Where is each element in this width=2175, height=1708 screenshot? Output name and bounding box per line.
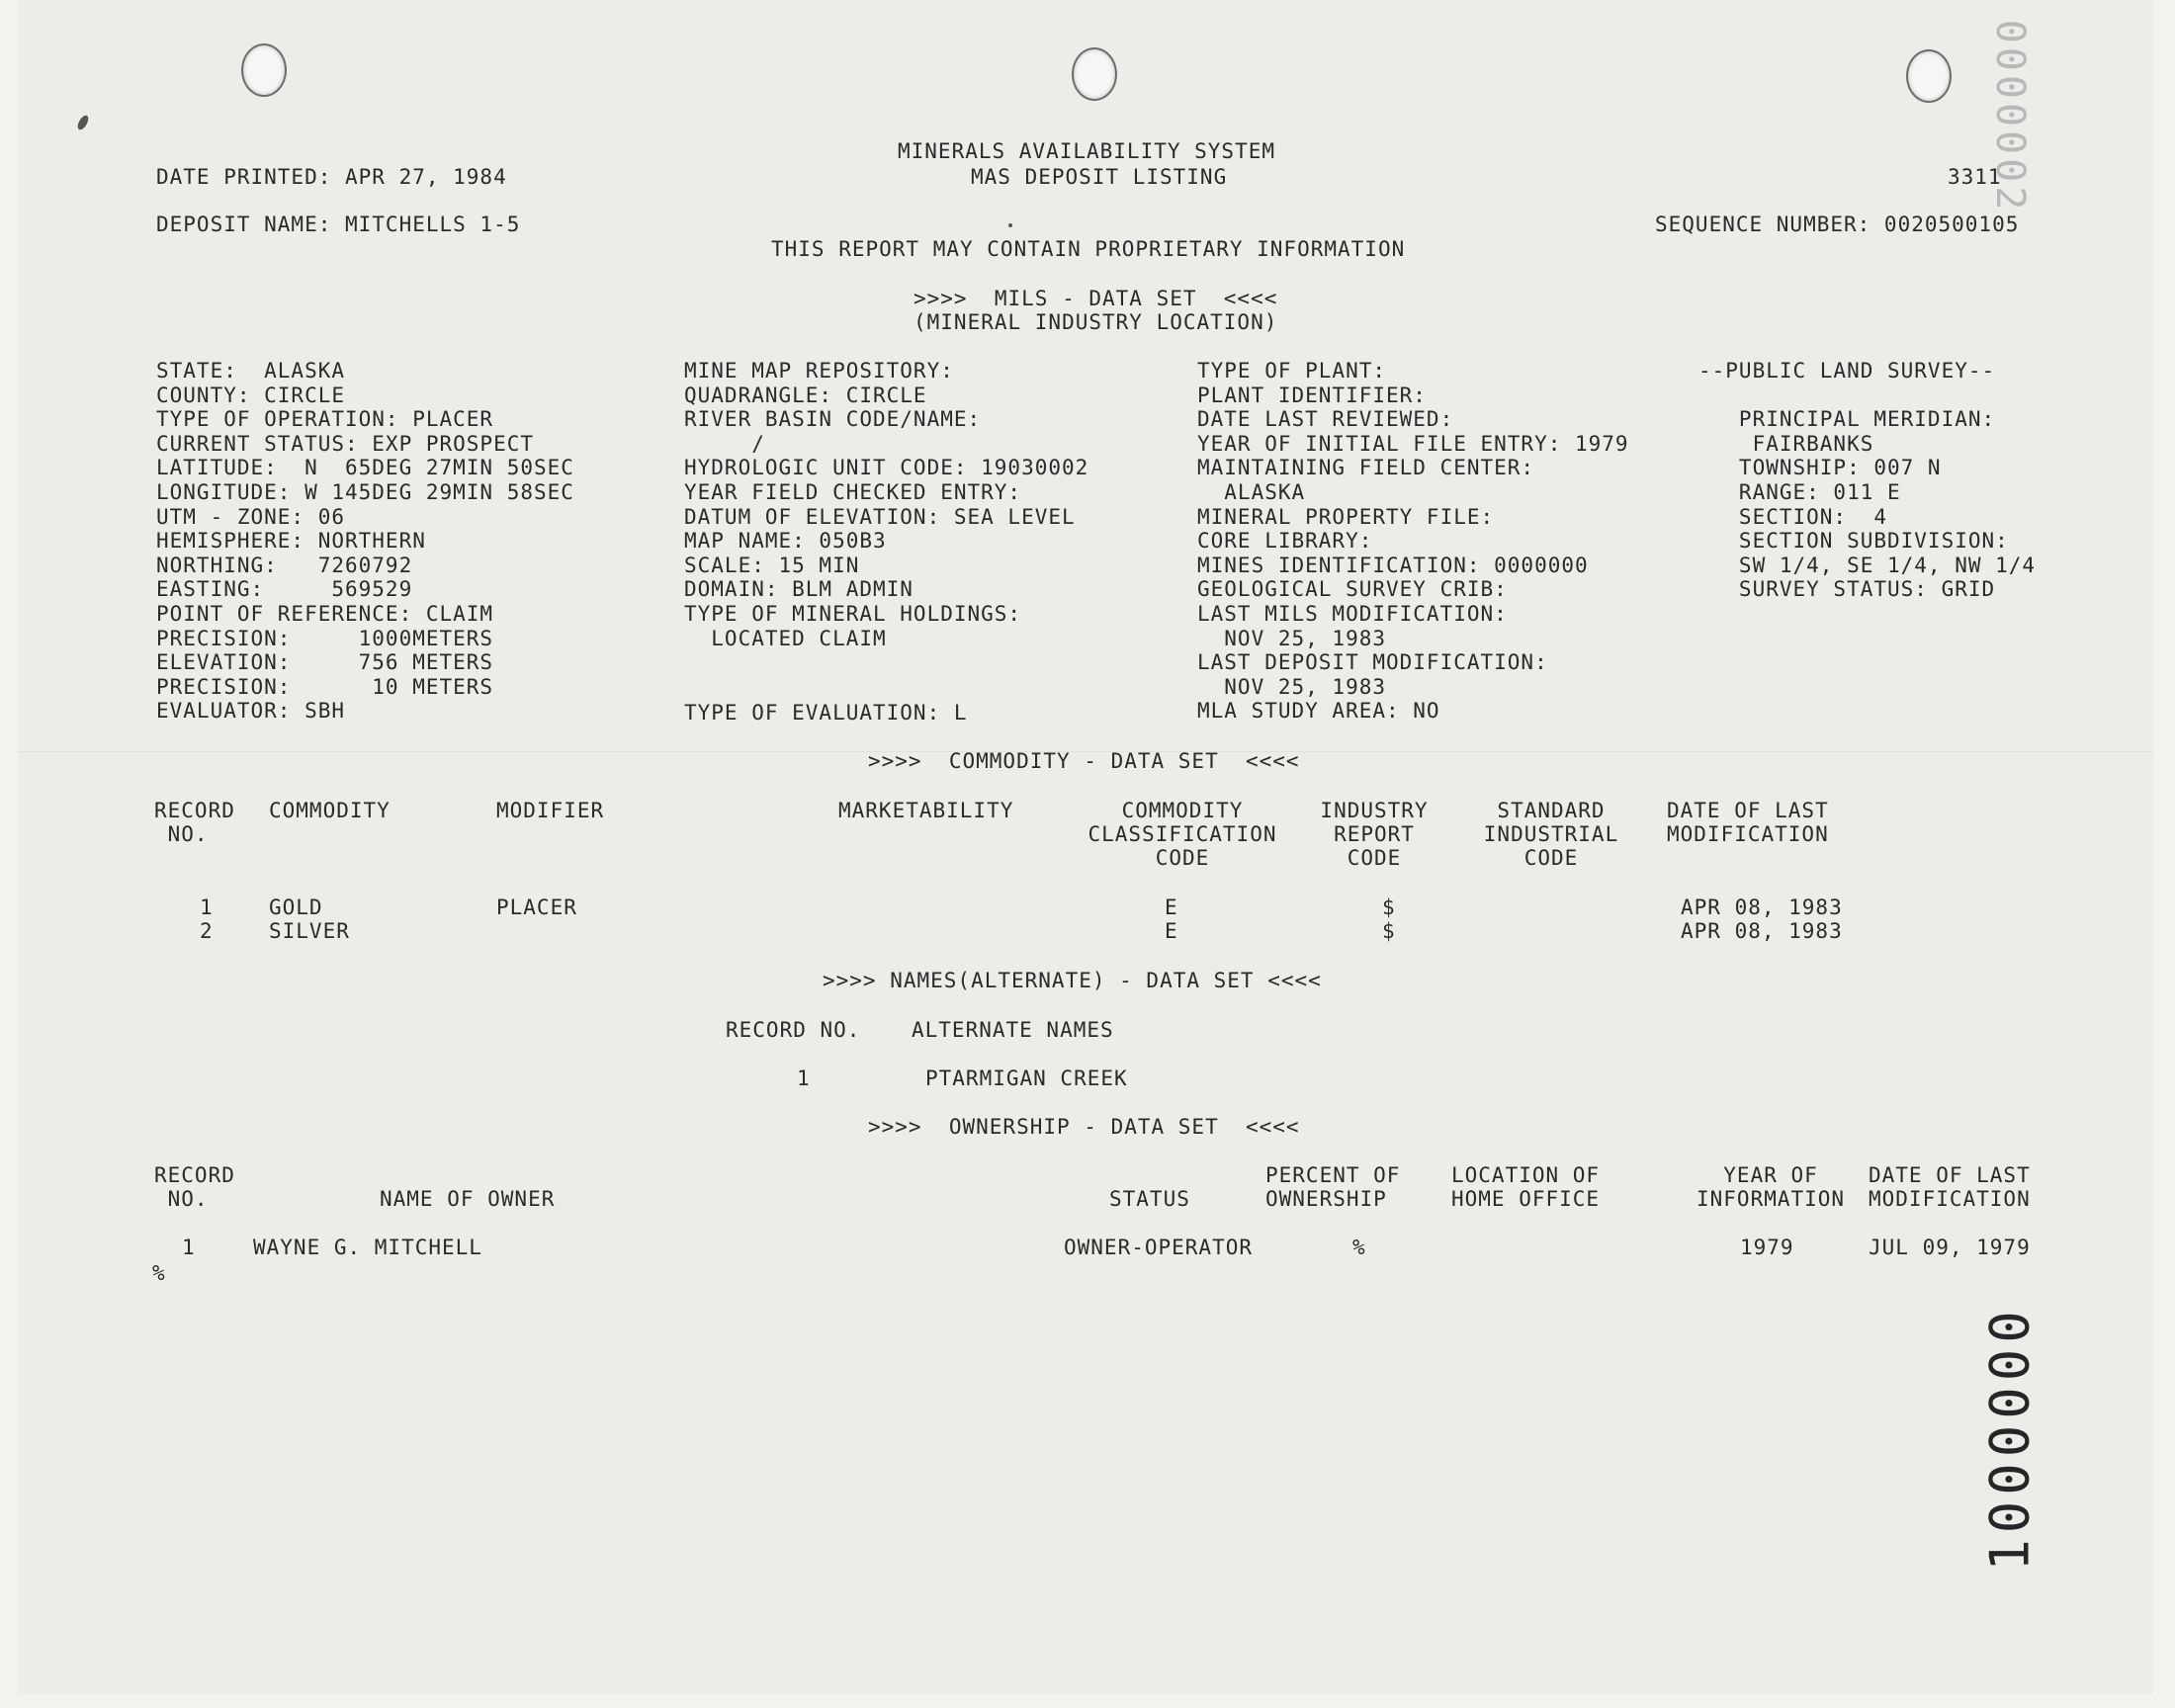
field-line: CORE LIBRARY: [1197, 529, 1373, 554]
field-line: --PUBLIC LAND SURVEY-- [1698, 359, 1996, 383]
field-line: / [684, 431, 765, 456]
field-line: MINE MAP REPOSITORY: [684, 359, 954, 383]
field-line: DATE LAST REVIEWED: [1197, 407, 1454, 432]
field-line: PRECISION: 10 METERS [156, 674, 494, 699]
commodity-col-date: DATE OF LAST MODIFICATION [1667, 799, 1829, 846]
binder-hole-left [241, 43, 287, 97]
field-line: NOV 25, 1983 [1197, 626, 1387, 650]
commodity-row-modifier: PLACER [496, 896, 577, 919]
field-line: CURRENT STATUS: EXP PROSPECT [156, 431, 535, 456]
ownership-col-record: RECORD NO. [154, 1163, 235, 1211]
field-line: ALASKA [1197, 480, 1306, 504]
field-line: EASTING: 569529 [156, 577, 413, 602]
commodity-col-industry: INDUSTRY REPORT CODE [1320, 799, 1429, 870]
date-printed: DATE PRINTED: APR 27, 1984 [156, 165, 507, 189]
field-line: NORTHING: 7260792 [156, 553, 413, 577]
names-col-record: RECORD NO. [726, 1018, 861, 1042]
speck-mark [76, 114, 91, 131]
field-line: EVALUATOR: SBH [156, 699, 346, 724]
ownership-row-no: 1 [182, 1236, 196, 1259]
ownership-col-date: DATE OF LAST MODIFICATION [1869, 1163, 2031, 1211]
field-line: FAIRBANKS [1698, 431, 1874, 456]
speck-mark [1008, 223, 1012, 227]
commodity-row-date: APR 08, 1983 [1681, 919, 1843, 943]
field-line: ELEVATION: 756 METERS [156, 650, 494, 675]
field-line: SW 1/4, SE 1/4, NW 1/4 [1698, 553, 2037, 577]
field-line: LAST MILS MODIFICATION: [1197, 602, 1508, 626]
ownership-col-year: YEAR OF INFORMATION [1696, 1163, 1846, 1211]
archive-stamp-top: 0000002 [1987, 19, 2033, 214]
field-line: LATITUDE: N 65DEG 27MIN 50SEC [156, 456, 574, 480]
commodity-row-no: 2 [200, 919, 214, 943]
field-line: QUADRANGLE: CIRCLE [684, 383, 927, 407]
commodity-col-record: RECORD NO. [154, 799, 235, 846]
field-line: PRINCIPAL MERIDIAN: [1698, 407, 1996, 432]
field-line: TYPE OF PLANT: [1197, 359, 1387, 383]
field-line: MAINTAINING FIELD CENTER: [1197, 456, 1535, 480]
field-line: TYPE OF OPERATION: PLACER [156, 407, 494, 432]
ownership-row-status: OWNER-OPERATOR [1064, 1236, 1254, 1259]
field-line: MLA STUDY AREA: NO [1197, 699, 1440, 724]
commodity-row-name: GOLD [269, 896, 323, 919]
field-line: SECTION SUBDIVISION: [1698, 529, 2009, 554]
field-line: MAP NAME: 050B3 [684, 529, 887, 554]
system-title: MINERALS AVAILABILITY SYSTEM [898, 139, 1276, 163]
field-line: HEMISPHERE: NORTHERN [156, 529, 426, 554]
page-code: 3311 [1948, 165, 2002, 189]
field-line: LOCATED CLAIM [684, 626, 887, 650]
commodity-col-classification: COMMODITY CLASSIFICATION CODE [1088, 799, 1277, 870]
commodity-row-industry-code: $ [1382, 919, 1396, 943]
field-line: GEOLOGICAL SURVEY CRIB: [1197, 577, 1508, 602]
commodity-row-class-code: E [1165, 919, 1178, 943]
field-line: LAST DEPOSIT MODIFICATION: [1197, 650, 1548, 675]
field-line: SURVEY STATUS: GRID [1698, 577, 1996, 602]
field-line: RANGE: 011 E [1698, 480, 1901, 504]
field-line: MINERAL PROPERTY FILE: [1197, 504, 1495, 529]
commodity-row-class-code: E [1165, 896, 1178, 919]
ownership-col-location: LOCATION OF HOME OFFICE [1451, 1163, 1601, 1211]
ownership-row-year: 1979 [1740, 1236, 1794, 1259]
field-line: POINT OF REFERENCE: CLAIM [156, 602, 494, 626]
ownership-heading: >>>> OWNERSHIP - DATA SET <<<< [868, 1115, 1300, 1139]
field-line: MINES IDENTIFICATION: 0000000 [1197, 553, 1589, 577]
field-line: DOMAIN: BLM ADMIN [684, 577, 914, 602]
commodity-col-standard: STANDARD INDUSTRIAL CODE [1483, 799, 1619, 870]
deposit-name: DEPOSIT NAME: MITCHELLS 1-5 [156, 213, 521, 236]
field-line: UTM - ZONE: 06 [156, 504, 346, 529]
field-line: YEAR OF INITIAL FILE ENTRY: 1979 [1197, 431, 1629, 456]
names-heading: >>>> NAMES(ALTERNATE) - DATA SET <<<< [823, 969, 1322, 992]
ownership-col-status: STATUS [1109, 1187, 1190, 1211]
archive-stamp-bottom: 1000000 [1978, 1305, 2042, 1572]
names-row-name: PTARMIGAN CREEK [925, 1067, 1128, 1090]
ownership-row-date: JUL 09, 1979 [1869, 1236, 2031, 1259]
commodity-row-date: APR 08, 1983 [1681, 896, 1843, 919]
field-line: SCALE: 15 MIN [684, 553, 860, 577]
commodity-row-no: 1 [200, 896, 214, 919]
proprietary-notice: THIS REPORT MAY CONTAIN PROPRIETARY INFORMATION [771, 237, 1406, 261]
ownership-col-percent: PERCENT OF OWNERSHIP [1265, 1163, 1401, 1211]
binder-hole-right [1906, 49, 1952, 103]
field-line: RIVER BASIN CODE/NAME: [684, 407, 982, 432]
field-line: PRECISION: 1000METERS [156, 626, 494, 650]
mils-subheading: (MINERAL INDUSTRY LOCATION) [914, 310, 1278, 334]
names-row-no: 1 [797, 1067, 811, 1090]
field-line: LONGITUDE: W 145DEG 29MIN 58SEC [156, 480, 574, 504]
field-line: COUNTY: CIRCLE [156, 383, 346, 407]
commodity-col-marketability: MARKETABILITY [838, 799, 1014, 822]
names-col-alternate: ALTERNATE NAMES [912, 1018, 1114, 1042]
binder-hole-center [1072, 47, 1117, 101]
field-line: SECTION: 4 [1698, 504, 1888, 529]
commodity-row-name: SILVER [269, 919, 350, 943]
field-line: TYPE OF MINERAL HOLDINGS: [684, 602, 1022, 626]
field-line: HYDROLOGIC UNIT CODE: 19030002 [684, 456, 1089, 480]
commodity-heading: >>>> COMMODITY - DATA SET <<<< [868, 749, 1300, 773]
field-line: YEAR FIELD CHECKED ENTRY: [684, 480, 1022, 504]
field-line: STATE: ALASKA [156, 359, 346, 383]
field-line: TOWNSHIP: 007 N [1698, 456, 1942, 480]
ownership-row-owner: WAYNE G. MITCHELL [253, 1236, 482, 1259]
mils-heading: >>>> MILS - DATA SET <<<< [914, 287, 1278, 310]
ownership-row-percent: % [1352, 1236, 1366, 1259]
field-line: NOV 25, 1983 [1197, 674, 1387, 699]
evaluation-type: TYPE OF EVALUATION: L [684, 701, 968, 725]
ownership-col-owner: NAME OF OWNER [380, 1187, 556, 1211]
commodity-col-commodity: COMMODITY [269, 799, 391, 822]
commodity-row-industry-code: $ [1382, 896, 1396, 919]
ownership-footer-mark: % [152, 1261, 166, 1285]
listing-title: MAS DEPOSIT LISTING [971, 165, 1228, 189]
sequence-number: SEQUENCE NUMBER: 0020500105 [1655, 213, 2020, 236]
field-line: DATUM OF ELEVATION: SEA LEVEL [684, 504, 1076, 529]
field-line: PLANT IDENTIFIER: [1197, 383, 1427, 407]
commodity-col-modifier: MODIFIER [496, 799, 605, 822]
document-page [18, 0, 2153, 1694]
